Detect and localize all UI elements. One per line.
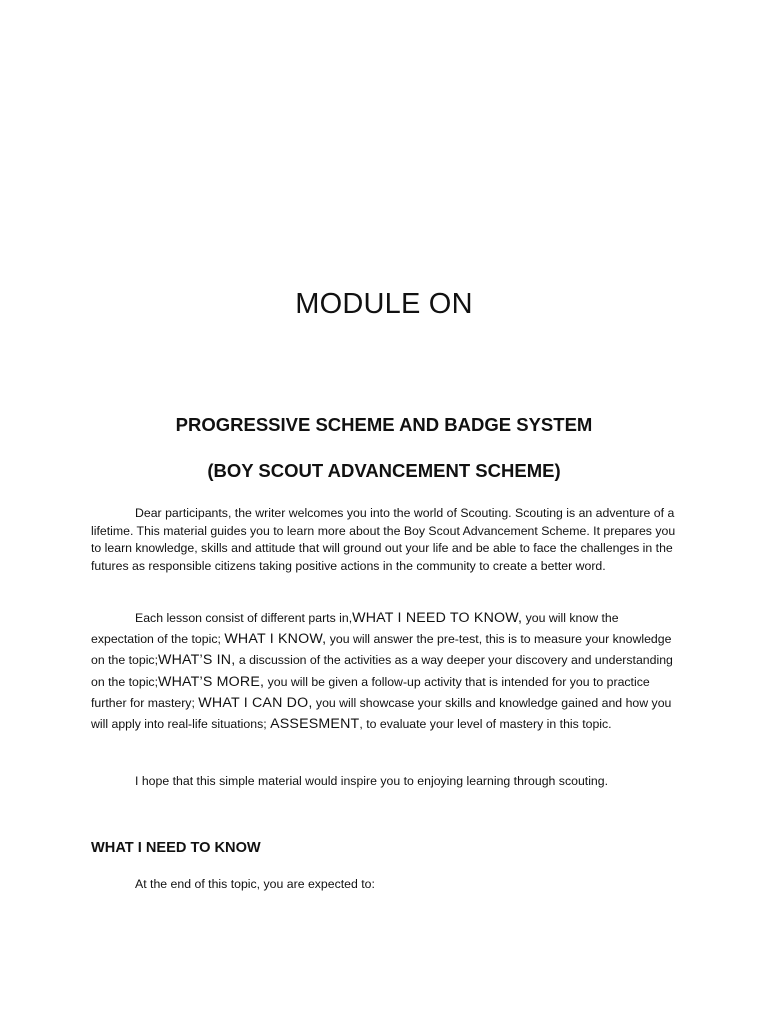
lesson-part-keyword: WHAT I NEED TO KNOW, — [352, 610, 523, 626]
lesson-parts-text: you will know the expectation of the topic; — [91, 611, 619, 647]
lesson-parts-text: you will showcase your skills and knowledge gained and how you will apply into real-life situations; — [91, 695, 672, 732]
intro-paragraph-text: Dear participants, the writer welcomes you into the world of Scouting. Scouting is an adventure of a lifetime. This material guides you to learn more about the Boy Scout Advancement Scheme. It prepares you to learn knowledge, skills and attitude that will ground out your life and be able to face the challenges in the futures as responsible citizens taking positive actions in the community to create a better word. — [91, 506, 676, 573]
lesson-parts-text: Each lesson consist of different parts in, — [135, 611, 353, 625]
intro-paragraph — [91, 505, 681, 575]
lesson-part-keyword: WHAT I KNOW, — [224, 631, 327, 648]
scheme-title: PROGRESSIVE SCHEME AND BADGE SYSTEM — [175, 414, 593, 435]
lesson-part-keyword: WHAT’S IN, — [158, 652, 236, 669]
closing-paragraph — [91, 773, 681, 791]
objective-intro: At the end of this topic, you are expected to: — [135, 877, 375, 891]
lesson-part-keyword: WHAT I CAN DO, — [198, 694, 313, 711]
section-heading: WHAT I NEED TO KNOW — [91, 840, 261, 856]
module-title: MODULE ON — [295, 288, 473, 320]
lesson-parts-text: you will be given a follow-up activity that is intended for you to practice further for mastery; — [91, 674, 650, 710]
lesson-parts-paragraph — [91, 608, 681, 735]
scheme-subtitle: (BOY SCOUT ADVANCEMENT SCHEME) — [207, 460, 561, 481]
lesson-parts-text: a discussion of the activities as a way deeper your discovery and understanding on the topic; — [91, 653, 673, 689]
lesson-part-keyword: ASSESMENT — [270, 716, 360, 733]
lesson-parts-text: , to evaluate your level of mastery in this topic. — [359, 717, 612, 732]
closing-paragraph-text: I hope that this simple material would inspire you to enjoying learning through scouting. — [135, 774, 609, 788]
lesson-part-keyword: WHAT’S MORE, — [158, 673, 265, 690]
lesson-parts-text: you will answer the pre-test, this is to measure your knowledge on the topic; — [91, 632, 672, 668]
